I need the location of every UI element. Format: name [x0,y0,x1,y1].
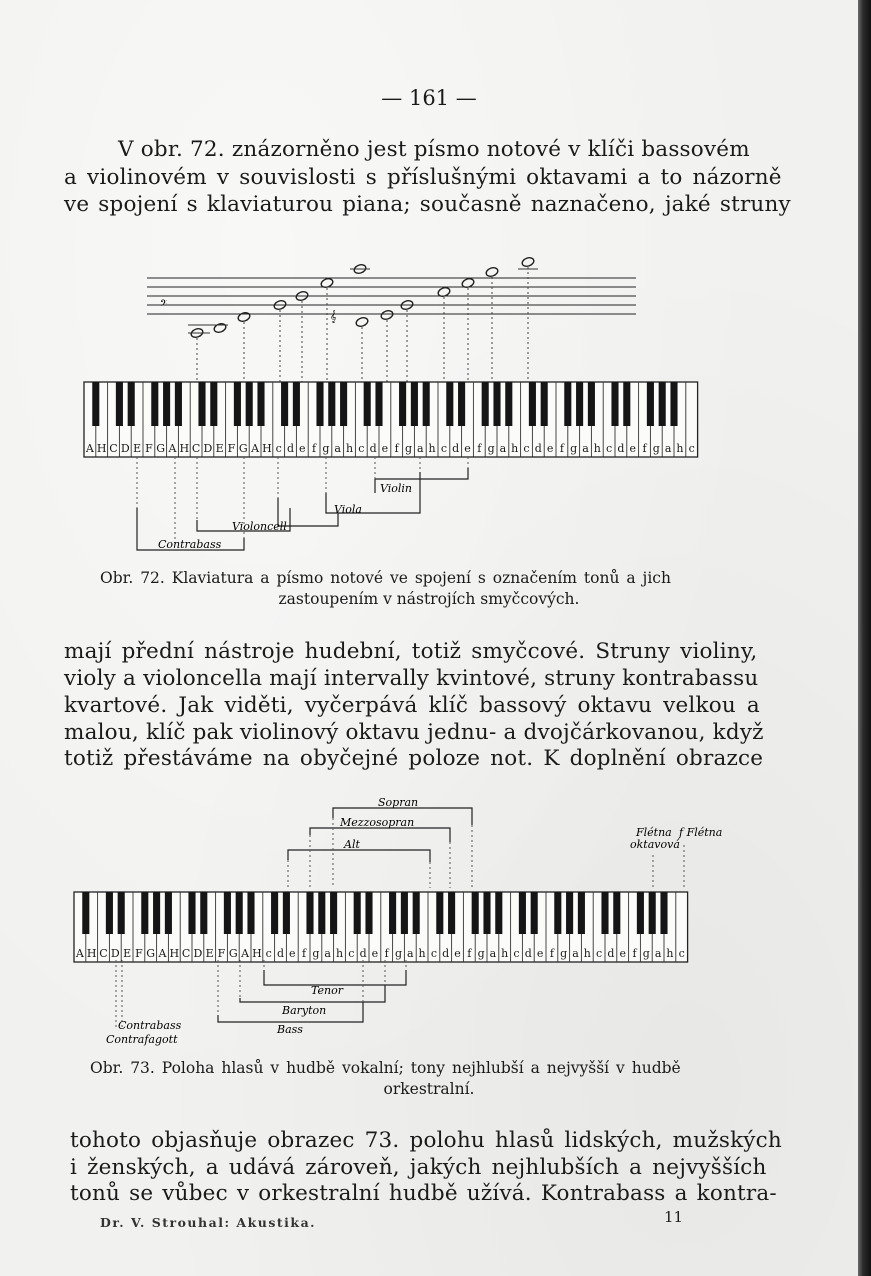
key-label: d [276,947,285,960]
label-alt: Alt [344,838,360,851]
key-label: F [227,442,236,455]
label-tenor: Tenor [311,984,343,997]
black-key [82,892,89,934]
key-label: H [86,947,97,960]
key-label: C [99,947,108,960]
paragraph-1-line-3: ve spojení s klaviaturou piana; současně naznačeno, jaké struny [64,192,791,217]
key-label: G [146,947,156,960]
black-key [318,892,325,934]
music-staff [147,278,636,314]
black-key [458,382,465,426]
key-label: d [617,442,625,455]
key-label: c [430,947,437,960]
paragraph-3-line-2: i ženských, a udává zároveň, jakých nejhlubších a nejvyšších [70,1155,767,1180]
key-label: h [666,947,674,960]
footer-sheet-number: 11 [664,1208,684,1226]
key-label: f [549,947,554,960]
key-label: h [345,442,354,455]
key-label: e [536,947,544,960]
key-label: c [275,442,282,455]
label-mezzosoprano: Mezzosopran [340,816,415,829]
key-label: h [428,442,436,455]
key-label: D [110,947,120,960]
paragraph-2-line-2: violy a violoncella mají intervally kvintové, struny kontrabassu [64,666,759,691]
black-key [151,382,158,426]
figure-73-caption-line-1: Obr. 73. Poloha hlasů v hudbě vokalní; tony nejhlubší a nejvyšší v hudbě [90,1059,681,1077]
black-key [306,892,313,934]
key-label: g [560,947,568,960]
key-label: h [501,947,509,960]
black-key [554,892,561,934]
black-key [141,892,148,934]
black-key [659,382,666,426]
key-label: h [676,442,684,455]
bass-clef-icon: 𝄢 [160,298,168,311]
paragraph-2-line-3: kvartové. Jak viděti, vyčerpává klíč bassový oktavu velkou a [64,693,760,718]
key-label: a [324,947,331,960]
footer-author: Dr. V. Strouhal: Akustika. [100,1215,317,1230]
black-key [611,382,618,426]
black-key [92,382,99,426]
key-label: D [203,442,213,455]
black-key [578,892,585,934]
black-key [328,382,335,426]
key-label: G [156,442,166,455]
black-key [340,382,347,426]
keyboard-73 [74,892,688,962]
black-key [354,892,361,934]
black-key [165,892,172,934]
black-key [446,382,453,426]
black-key [423,382,430,426]
key-label: c [265,947,272,960]
key-label: f [302,947,307,960]
key-label: f [467,947,472,960]
key-label: d [359,947,367,960]
label-soprano: Sopran [378,796,419,809]
key-label: c [688,442,695,455]
key-label: d [369,442,377,455]
page-number: — 161 — [381,86,477,110]
black-key [188,892,195,934]
key-label: A [251,442,260,455]
black-key [200,892,207,934]
key-label: F [217,947,226,960]
key-label: d [534,442,542,455]
label-viola: Viola [334,503,362,516]
paragraph-1-line-1: V obr. 72. znázorněno jest písmo notové v klíči bassovém [118,137,750,162]
key-label: e [381,442,389,455]
paragraph-2-line-5: totiž přestáváme na obyčejné poloze not. K doplnění obrazce [64,746,764,771]
key-label: a [407,947,414,960]
paragraph-3-line-3: tonů se vůbec v orkestralní hudbě užívá. Kontrabass a kontra- [70,1181,777,1206]
key-label: A [158,947,167,960]
black-key [505,382,512,426]
black-key [316,382,323,426]
key-label: c [606,442,613,455]
key-label: g [312,947,320,960]
key-label: a [489,947,497,960]
figure-72 [0,250,858,560]
black-key [198,382,205,426]
key-label: a [417,442,424,455]
black-key [576,382,583,426]
key-label: g [394,947,403,960]
key-label: e [619,947,626,960]
key-label: c [678,947,685,960]
key-label: d [452,442,460,455]
black-key [247,892,254,934]
black-key [224,892,231,934]
key-label: e [371,947,379,960]
key-label: F [145,442,153,455]
black-key [613,892,620,934]
black-key [246,382,253,426]
key-label: h [511,442,519,455]
key-label: f [394,442,399,455]
key-label: C [109,442,118,455]
black-key [436,892,443,934]
black-key [283,892,290,934]
label-bass: Bass [277,1023,303,1036]
key-label: H [252,947,262,960]
black-key [281,382,288,426]
black-key [588,382,595,426]
key-label: d [607,947,615,960]
black-key [529,382,536,426]
black-key [411,382,418,426]
key-label: e [464,442,471,455]
black-key [601,892,608,934]
black-key [106,892,113,934]
label-violin: Violin [380,482,413,495]
black-key [649,892,656,934]
key-label: e [629,442,636,455]
paragraph-2-line-4: malou, klíč pak violinový oktavu jednu- a dvojčárkovanou, když [64,720,764,745]
key-label: h [418,947,426,960]
black-key [564,382,571,426]
key-label: E [133,442,142,455]
figure-72-caption-line-2: zastoupením v nástrojích smyčcových. [278,590,580,608]
black-key [482,382,489,426]
black-key [541,382,548,426]
key-label: G [238,442,248,455]
key-label: d [442,947,450,960]
black-key [483,892,490,934]
key-label: c [348,947,355,960]
key-label: D [120,442,130,455]
key-label: g [322,442,330,455]
key-label: H [262,442,272,455]
black-key [236,892,243,934]
label-flute: Flétna [636,826,672,839]
black-key [566,892,573,934]
label-baryton: Baryton [282,1004,327,1017]
key-label: G [228,947,238,960]
black-key [519,892,526,934]
black-key [175,382,182,426]
key-label: a [334,442,341,455]
key-label: h [593,442,601,455]
key-label: a [654,947,662,960]
black-key [128,382,135,426]
black-key [399,382,406,426]
black-key [493,382,500,426]
key-label: e [299,442,306,455]
key-label: c [513,947,520,960]
key-label: C [181,947,191,960]
black-key [660,892,667,934]
key-label: h [335,947,344,960]
label-contrabass: Contrabass [118,1019,182,1032]
keyboard-72 [84,382,698,457]
black-key [257,382,264,426]
figure-72-caption-line-1: Obr. 72. Klaviatura a písmo notové ve spojení s označením tonů a jich [100,569,671,587]
black-key [495,892,502,934]
key-label: C [191,442,201,455]
black-key [271,892,278,934]
black-key [365,892,372,934]
figure-73 [0,790,858,1060]
key-label: A [85,442,94,455]
key-label: g [477,947,485,960]
key-label: F [135,947,143,960]
black-key [153,892,160,934]
key-label: A [168,442,177,455]
key-label: A [75,947,84,960]
black-key [375,382,382,426]
key-label: c [596,947,603,960]
label-flute-octave: oktavová [630,838,680,851]
key-label: a [572,947,579,960]
key-label: c [523,442,530,455]
black-key [531,892,538,934]
key-label: g [404,442,413,455]
black-key [116,382,123,426]
key-label: H [96,442,107,455]
key-label: f [642,442,647,455]
key-label: H [169,947,180,960]
key-label: g [570,442,578,455]
black-key [389,892,396,934]
black-key [210,382,217,426]
key-label: a [582,442,589,455]
key-label: e [289,947,296,960]
key-label: f [632,947,637,960]
key-label: a [664,442,672,455]
label-violoncello: Violoncell [232,520,287,533]
figure-73-caption-line-2: orkestralní. [383,1080,475,1098]
black-key [637,892,644,934]
black-key [118,892,125,934]
key-label: E [215,442,224,455]
key-label: g [652,442,660,455]
label-flute-2: f Flétna [679,826,723,839]
key-label: H [179,442,190,455]
black-key [623,382,630,426]
black-key [401,892,408,934]
key-label: f [477,442,482,455]
dotted-drop-lines [137,457,468,540]
key-label: E [205,947,214,960]
key-label: d [524,947,532,960]
key-label: E [123,947,132,960]
black-key [413,892,420,934]
key-label: f [312,442,317,455]
black-key [364,382,371,426]
key-label: f [559,442,564,455]
black-key [647,382,654,426]
label-contrabass: Contrabass [158,538,222,551]
key-label: f [384,947,389,960]
black-key [163,382,170,426]
black-key [234,382,241,426]
paragraph-2-line-1: mají přední nástroje hudební, totiž smyčcové. Struny violiny, [64,639,758,664]
paragraph-1-line-2: a violinovém v souvislosti s příslušnými oktavami a to názorně [64,165,782,190]
key-label: e [546,442,554,455]
key-label: D [193,947,203,960]
key-label: A [241,947,250,960]
black-key [330,892,337,934]
key-label: c [440,442,447,455]
key-label: e [454,947,461,960]
black-key [293,382,300,426]
key-label: d [286,442,295,455]
paragraph-3-line-1: tohoto objasňuje obrazec 73. polohu hlasů lidských, mužských [70,1128,782,1153]
key-label: c [358,442,365,455]
black-key [448,892,455,934]
key-label: g [642,947,650,960]
black-key [670,382,677,426]
black-key [472,892,479,934]
key-label: g [487,442,495,455]
treble-clef-icon: 𝄞 [330,310,337,323]
page-edge [858,0,871,1276]
key-label: a [499,442,507,455]
label-contrafagott: Contrafagott [106,1033,178,1046]
key-label: h [583,947,591,960]
